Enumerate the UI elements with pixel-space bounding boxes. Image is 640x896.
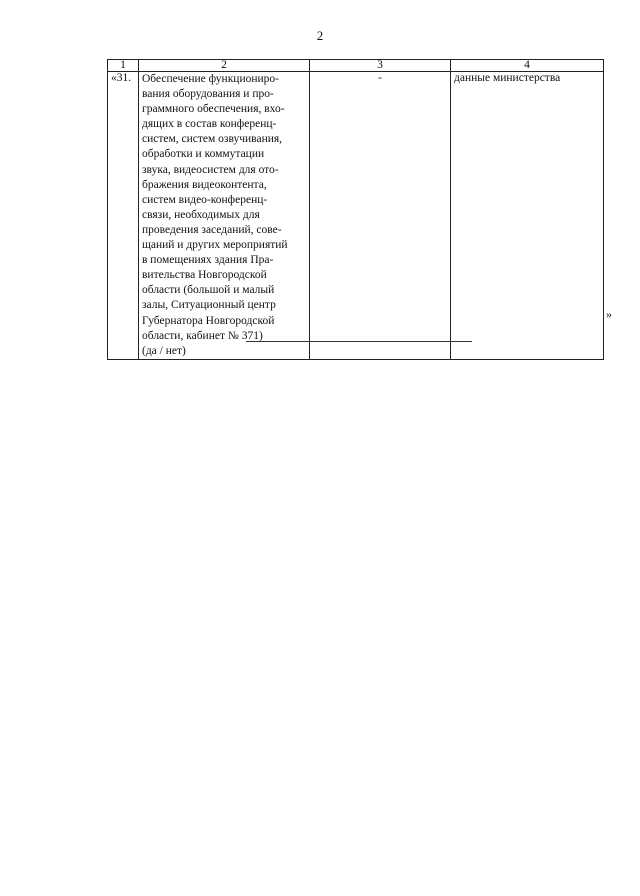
description-line: дящих в состав конференц-	[142, 118, 277, 131]
description-line: звука, видеосистем для ото-	[142, 163, 279, 176]
table-header-row	[108, 60, 604, 72]
page-number: 2	[316, 28, 324, 43]
description-line: проведения заседаний, сове-	[142, 223, 282, 236]
description-line: области (большой и малый	[142, 284, 275, 297]
row-source-cell: данные министерства	[451, 72, 604, 360]
description-line: в помещениях здания Пра-	[142, 254, 274, 267]
description-line: Губернатора Новгородской	[142, 314, 275, 327]
description-line: области, кабинет № 371)	[142, 329, 263, 342]
table-row	[108, 72, 604, 360]
description-line: бражения видеоконтента,	[142, 178, 267, 191]
row-number-cell: «31.	[108, 72, 139, 360]
column-header-1: 1	[108, 60, 139, 72]
row-description-cell	[139, 72, 310, 360]
description-line: Обеспечение функциониро-	[142, 73, 280, 85]
description-line: залы, Ситуационный центр	[142, 299, 276, 312]
separator-line	[246, 341, 472, 342]
description-line: (да / нет)	[142, 344, 186, 357]
column-header-2: 2	[139, 60, 310, 72]
column-header-4: 4	[451, 60, 604, 72]
description-line: связи, необходимых для	[142, 208, 260, 221]
description-line: систем видео-конференц-	[142, 193, 268, 206]
column-header-3: 3	[310, 60, 451, 72]
closing-quote: »	[606, 307, 612, 321]
description-line: систем, систем озвучивания,	[142, 133, 283, 146]
document-table	[107, 59, 604, 360]
description-line: вания оборудования и про-	[142, 88, 274, 101]
description-line: вительства Новгородской	[142, 269, 267, 282]
description-line: щаний и других мероприятий	[142, 239, 288, 252]
description-line: граммного обеспечения, вхо-	[142, 103, 285, 116]
description-line: обработки и коммутации	[142, 148, 265, 161]
row-value-cell: -	[310, 72, 451, 360]
